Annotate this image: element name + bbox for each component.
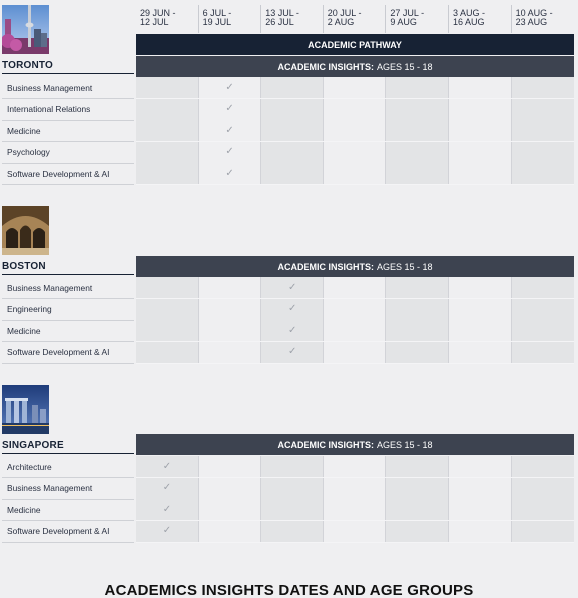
program-label: Architecture bbox=[7, 461, 52, 472]
schedule-cell bbox=[449, 299, 511, 320]
program-row bbox=[0, 120, 578, 141]
cell-divider bbox=[385, 342, 386, 363]
insights-label: ACADEMIC INSIGHTS: bbox=[277, 61, 374, 72]
cell-divider bbox=[385, 299, 386, 320]
cell-divider bbox=[448, 163, 449, 184]
program-label: Business Management bbox=[7, 82, 93, 93]
program-label: Psychology bbox=[7, 147, 50, 157]
schedule-cell bbox=[199, 120, 261, 141]
row-separator bbox=[2, 363, 134, 364]
program-label: Software Development & AI bbox=[7, 526, 110, 536]
academic-pathway-label: ACADEMIC PATHWAY bbox=[308, 39, 402, 50]
program-label: Medicine bbox=[7, 125, 41, 136]
program-row bbox=[0, 142, 578, 163]
check-icon: ✓ bbox=[225, 103, 234, 114]
schedule-cell bbox=[261, 99, 323, 120]
program-row bbox=[0, 478, 578, 499]
check-icon: ✓ bbox=[287, 303, 297, 314]
cell-divider bbox=[511, 499, 512, 520]
check-icon: ✓ bbox=[162, 503, 172, 515]
schedule-cell bbox=[136, 456, 198, 477]
schedule-cell bbox=[261, 299, 323, 320]
cell-divider bbox=[511, 320, 512, 341]
toronto-photo bbox=[2, 5, 49, 54]
cell-divider bbox=[385, 142, 386, 163]
cell-divider bbox=[260, 478, 261, 499]
cell-divider bbox=[448, 499, 449, 520]
date-text-line: 27 JUL - bbox=[390, 8, 425, 18]
cell-divider bbox=[260, 77, 261, 98]
schedule-cell bbox=[261, 142, 323, 163]
schedule-cell bbox=[324, 163, 386, 184]
schedule-cell bbox=[261, 456, 323, 477]
city-name: BOSTON bbox=[2, 261, 46, 272]
cell-divider bbox=[448, 77, 449, 98]
cell-divider bbox=[448, 120, 449, 141]
footer-title: ACADEMICS INSIGHTS DATES AND AGE GROUPS bbox=[104, 582, 474, 598]
cell-divider bbox=[260, 521, 261, 542]
cell-divider bbox=[198, 299, 199, 320]
program-label: Business Management bbox=[7, 282, 93, 293]
schedule-cell bbox=[261, 499, 323, 520]
date-text-line: 19 JUL bbox=[202, 17, 232, 27]
schedule-cell bbox=[449, 456, 511, 477]
cell-divider bbox=[198, 499, 199, 520]
city-underline bbox=[2, 453, 134, 454]
schedule-cell bbox=[449, 277, 511, 298]
schedule-cell bbox=[324, 456, 386, 477]
cell-divider bbox=[511, 77, 512, 98]
schedule-cell bbox=[386, 163, 448, 184]
academic-insights-bar bbox=[136, 56, 574, 77]
city-name: TORONTO bbox=[2, 60, 54, 71]
program-row bbox=[0, 342, 578, 363]
schedule-cell bbox=[449, 499, 511, 520]
cell-divider bbox=[385, 99, 386, 120]
cell-divider bbox=[511, 521, 512, 542]
cell-divider bbox=[198, 99, 199, 120]
check-icon: ✓ bbox=[225, 146, 234, 157]
schedule-cell bbox=[199, 478, 261, 499]
row-grid-line bbox=[136, 184, 574, 185]
cell-divider bbox=[448, 342, 449, 363]
cell-divider bbox=[323, 163, 324, 184]
cell-divider bbox=[260, 120, 261, 141]
cell-divider bbox=[198, 320, 199, 341]
schedule-cell bbox=[261, 342, 323, 363]
schedule-cell bbox=[512, 99, 574, 120]
date-text-line: 13 JUL - bbox=[265, 8, 299, 18]
schedule-cell bbox=[449, 521, 511, 542]
academic-insights-bar bbox=[136, 256, 574, 277]
cell-divider bbox=[323, 99, 324, 120]
schedule-cell bbox=[324, 299, 386, 320]
program-label: Business Management bbox=[7, 483, 93, 493]
schedule-cell bbox=[386, 99, 448, 120]
cell-divider bbox=[448, 456, 449, 477]
schedule-cell bbox=[449, 99, 511, 120]
schedule-cell bbox=[199, 521, 261, 542]
date-text-line: 2 AUG bbox=[327, 17, 355, 27]
cell-divider bbox=[323, 142, 324, 163]
schedule-cell bbox=[512, 499, 574, 520]
row-separator bbox=[2, 542, 134, 543]
cell-divider bbox=[448, 320, 449, 341]
schedule-cell bbox=[324, 142, 386, 163]
schedule-cell bbox=[449, 342, 511, 363]
date-column-header bbox=[199, 9, 261, 27]
schedule-cell bbox=[136, 120, 198, 141]
schedule-cell bbox=[512, 277, 574, 298]
row-separator bbox=[2, 184, 134, 185]
date-text-line: 9 AUG bbox=[390, 17, 417, 27]
schedule-cell bbox=[386, 521, 448, 542]
program-label: International Relations bbox=[7, 104, 91, 114]
schedule-cell bbox=[261, 478, 323, 499]
cell-divider bbox=[323, 299, 324, 320]
column-divider bbox=[511, 5, 512, 33]
schedule-cell bbox=[386, 456, 448, 477]
program-row bbox=[0, 456, 578, 477]
schedule-cell bbox=[261, 77, 323, 98]
schedule-cell bbox=[386, 120, 448, 141]
column-divider bbox=[198, 5, 199, 33]
schedule-cell bbox=[136, 499, 198, 520]
cell-divider bbox=[323, 456, 324, 477]
cell-divider bbox=[511, 456, 512, 477]
program-row bbox=[0, 499, 578, 520]
date-text-line: 12 JUL bbox=[140, 17, 169, 27]
check-icon: ✓ bbox=[287, 346, 297, 357]
check-icon: ✓ bbox=[162, 482, 172, 493]
schedule-cell bbox=[449, 478, 511, 499]
city-underline bbox=[2, 73, 134, 74]
schedule-cell bbox=[261, 120, 323, 141]
schedule-cell bbox=[324, 320, 386, 341]
cell-divider bbox=[448, 99, 449, 120]
cell-divider bbox=[198, 163, 199, 184]
column-divider bbox=[260, 5, 261, 33]
schedule-cell bbox=[512, 77, 574, 98]
schedule-cell bbox=[261, 521, 323, 542]
row-grid-line bbox=[136, 542, 574, 543]
academic-pathway-bar bbox=[136, 34, 574, 55]
cell-divider bbox=[323, 120, 324, 141]
check-icon: ✓ bbox=[162, 525, 172, 536]
cell-divider bbox=[260, 499, 261, 520]
check-icon: ✓ bbox=[225, 81, 234, 93]
date-text-line: 3 AUG - bbox=[453, 8, 486, 18]
cell-divider bbox=[385, 478, 386, 499]
cell-divider bbox=[323, 521, 324, 542]
schedule-cell bbox=[386, 277, 448, 298]
cell-divider bbox=[260, 342, 261, 363]
date-column-header bbox=[512, 9, 574, 27]
schedule-cell bbox=[136, 99, 198, 120]
program-label: Engineering bbox=[7, 304, 52, 314]
schedule-cell bbox=[199, 299, 261, 320]
insights-ages: AGES 15 - 18 bbox=[376, 261, 433, 272]
cell-divider bbox=[511, 99, 512, 120]
cell-divider bbox=[323, 320, 324, 341]
schedule-cell bbox=[512, 521, 574, 542]
cell-divider bbox=[198, 456, 199, 477]
singapore-photo bbox=[2, 385, 49, 434]
cell-divider bbox=[260, 142, 261, 163]
schedule-cell bbox=[512, 142, 574, 163]
cell-divider bbox=[260, 99, 261, 120]
schedule-cell bbox=[199, 320, 261, 341]
schedule-cell bbox=[199, 77, 261, 98]
cell-divider bbox=[511, 299, 512, 320]
schedule-cell bbox=[386, 142, 448, 163]
cell-divider bbox=[385, 163, 386, 184]
schedule-cell bbox=[136, 521, 198, 542]
schedule-cell bbox=[136, 163, 198, 184]
cell-divider bbox=[385, 456, 386, 477]
cell-divider bbox=[448, 277, 449, 298]
schedule-cell bbox=[449, 142, 511, 163]
program-row bbox=[0, 163, 578, 184]
check-icon: ✓ bbox=[287, 281, 297, 293]
cell-divider bbox=[260, 456, 261, 477]
date-column-header bbox=[324, 9, 386, 27]
check-icon: ✓ bbox=[287, 324, 297, 336]
schedule-cell bbox=[512, 299, 574, 320]
cell-divider bbox=[260, 277, 261, 298]
schedule-cell bbox=[136, 142, 198, 163]
schedule-cell bbox=[386, 499, 448, 520]
cell-divider bbox=[198, 521, 199, 542]
date-text-line: 29 JUN - bbox=[140, 8, 176, 18]
column-divider bbox=[323, 5, 324, 33]
program-row bbox=[0, 99, 578, 120]
cell-divider bbox=[385, 499, 386, 520]
insights-label: ACADEMIC INSIGHTS: bbox=[277, 439, 374, 450]
schedule-cell bbox=[512, 163, 574, 184]
schedule-cell bbox=[512, 342, 574, 363]
schedule-cell bbox=[324, 478, 386, 499]
insights-label: ACADEMIC INSIGHTS: bbox=[277, 261, 374, 272]
schedule-cell bbox=[261, 163, 323, 184]
insights-ages: AGES 15 - 18 bbox=[376, 439, 433, 450]
cell-divider bbox=[260, 299, 261, 320]
date-text-line: 23 AUG bbox=[515, 17, 548, 27]
cell-divider bbox=[198, 142, 199, 163]
program-label: Medicine bbox=[7, 504, 41, 515]
date-text-line: 16 AUG bbox=[453, 17, 485, 27]
schedule-cell bbox=[199, 342, 261, 363]
cell-divider bbox=[323, 342, 324, 363]
program-row bbox=[0, 320, 578, 341]
schedule-cell bbox=[512, 478, 574, 499]
program-label: Software Development & AI bbox=[7, 168, 110, 179]
schedule-cell bbox=[199, 456, 261, 477]
schedule-cell bbox=[199, 142, 261, 163]
schedule-cell bbox=[512, 120, 574, 141]
schedule-cell bbox=[386, 299, 448, 320]
cell-divider bbox=[198, 120, 199, 141]
schedule-cell bbox=[449, 320, 511, 341]
program-row bbox=[0, 299, 578, 320]
schedule-cell bbox=[136, 342, 198, 363]
schedule-cell bbox=[324, 499, 386, 520]
schedule-cell bbox=[136, 277, 198, 298]
program-label: Software Development & AI bbox=[7, 347, 110, 357]
schedule-cell bbox=[449, 77, 511, 98]
academic-insights-bar bbox=[136, 434, 574, 455]
schedule-cell bbox=[324, 521, 386, 542]
cell-divider bbox=[260, 163, 261, 184]
schedule-cell bbox=[136, 299, 198, 320]
cell-divider bbox=[511, 277, 512, 298]
column-divider bbox=[385, 5, 386, 33]
date-text-line: 26 JUL bbox=[265, 17, 294, 27]
schedule-cell bbox=[386, 342, 448, 363]
cell-divider bbox=[198, 478, 199, 499]
cell-divider bbox=[323, 277, 324, 298]
insights-ages: AGES 15 - 18 bbox=[376, 61, 433, 72]
check-icon: ✓ bbox=[162, 460, 172, 472]
schedule-cell bbox=[386, 478, 448, 499]
cell-divider bbox=[323, 499, 324, 520]
cell-divider bbox=[323, 77, 324, 98]
schedule-cell bbox=[261, 320, 323, 341]
boston-photo bbox=[2, 206, 49, 255]
schedule-cell bbox=[199, 163, 261, 184]
cell-divider bbox=[385, 77, 386, 98]
cell-divider bbox=[260, 320, 261, 341]
schedule-cell bbox=[199, 499, 261, 520]
schedule-cell bbox=[199, 277, 261, 298]
cell-divider bbox=[198, 77, 199, 98]
date-text-line: 6 JUL - bbox=[202, 8, 232, 18]
check-icon: ✓ bbox=[225, 167, 234, 179]
cell-divider bbox=[448, 521, 449, 542]
cell-divider bbox=[511, 120, 512, 141]
schedule-cell bbox=[324, 342, 386, 363]
cell-divider bbox=[385, 320, 386, 341]
row-grid-line bbox=[136, 363, 574, 364]
schedule-cell bbox=[512, 456, 574, 477]
cell-divider bbox=[511, 163, 512, 184]
cell-divider bbox=[198, 277, 199, 298]
date-column-header bbox=[386, 9, 448, 27]
cell-divider bbox=[448, 142, 449, 163]
date-text-line: 20 JUL - bbox=[327, 8, 362, 18]
program-row bbox=[0, 521, 578, 542]
cell-divider bbox=[385, 120, 386, 141]
schedule-cell bbox=[324, 99, 386, 120]
city-underline bbox=[2, 274, 134, 275]
schedule-cell bbox=[386, 77, 448, 98]
schedule-cell bbox=[324, 120, 386, 141]
cell-divider bbox=[385, 277, 386, 298]
schedule-cell bbox=[136, 320, 198, 341]
cell-divider bbox=[511, 342, 512, 363]
cell-divider bbox=[511, 478, 512, 499]
schedule-cell bbox=[261, 277, 323, 298]
city-name: SINGAPORE bbox=[2, 440, 64, 451]
schedule-cell bbox=[449, 163, 511, 184]
schedule-cell bbox=[324, 77, 386, 98]
schedule-cell bbox=[386, 320, 448, 341]
schedule-cell bbox=[512, 320, 574, 341]
cell-divider bbox=[323, 478, 324, 499]
date-text-line: 10 AUG - bbox=[515, 8, 553, 18]
date-column-header bbox=[136, 9, 198, 27]
program-row bbox=[0, 277, 578, 298]
cell-divider bbox=[448, 299, 449, 320]
column-divider bbox=[448, 5, 449, 33]
program-row bbox=[0, 77, 578, 98]
cell-divider bbox=[448, 478, 449, 499]
schedule-cell bbox=[324, 277, 386, 298]
schedule-cell bbox=[449, 120, 511, 141]
check-icon: ✓ bbox=[225, 124, 234, 136]
schedule-cell bbox=[199, 99, 261, 120]
date-column-header bbox=[261, 9, 323, 27]
date-column-header bbox=[449, 9, 511, 27]
schedule-cell bbox=[136, 77, 198, 98]
program-label: Medicine bbox=[7, 325, 41, 336]
cell-divider bbox=[385, 521, 386, 542]
cell-divider bbox=[511, 142, 512, 163]
cell-divider bbox=[198, 342, 199, 363]
schedule-cell bbox=[136, 478, 198, 499]
